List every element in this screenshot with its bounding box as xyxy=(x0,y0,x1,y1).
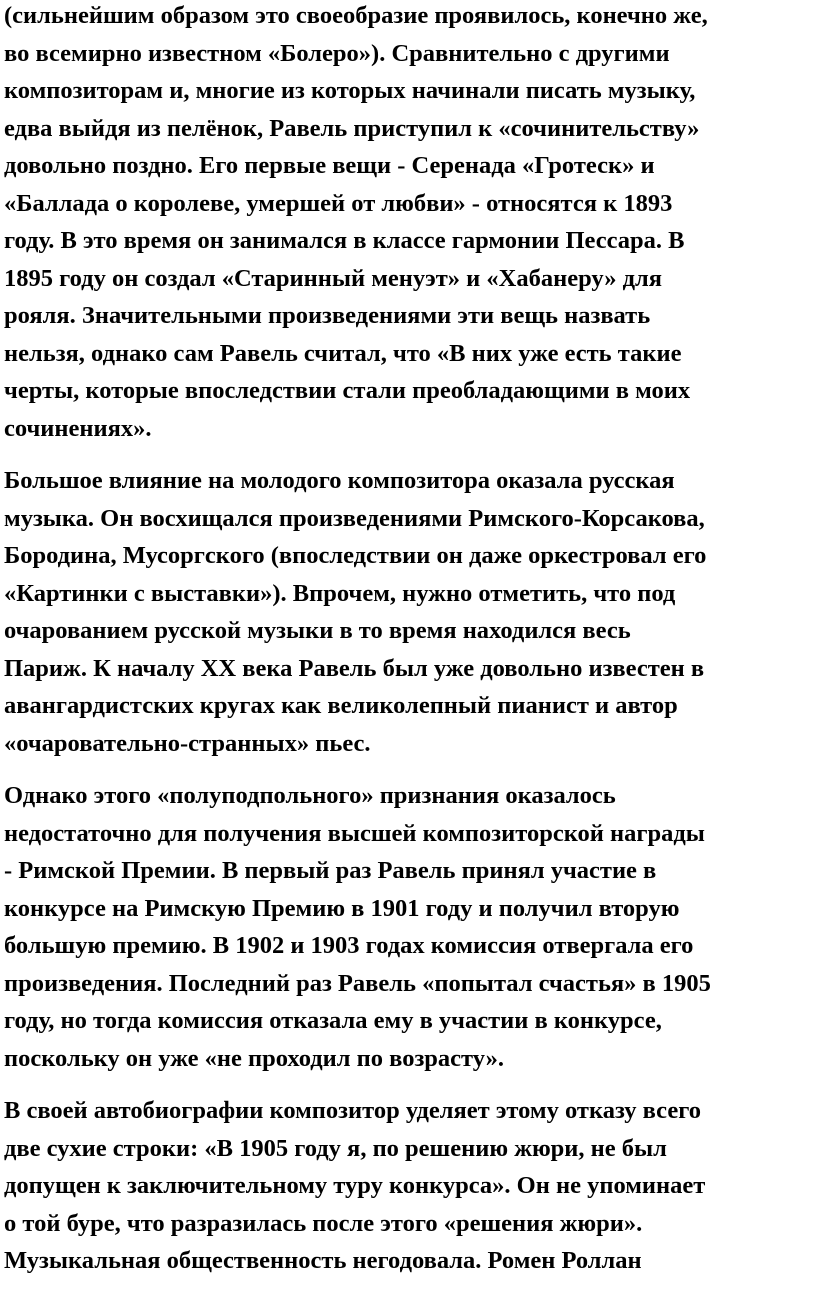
paragraph-2 xyxy=(4,462,810,762)
text-line: сочинениях». xyxy=(4,414,152,442)
text-line: году. В это время он занимался в классе гармонии Пессара. В xyxy=(4,227,685,254)
text-line: 1895 году он создал «Старинный менуэт» и «Хабанеру» для xyxy=(4,264,663,292)
text-line: довольно поздно. Его первые вещи - Серенада «Гротеск» и xyxy=(4,152,655,179)
text-line: произведения. Последний раз Равель «попытал счастья» в 1905 xyxy=(4,969,711,997)
text-line: «Картинки с выставки»). Впрочем, нужно отметить, что под xyxy=(4,579,676,607)
paragraph-1 xyxy=(4,0,810,447)
text-line: черты, которые впоследствии стали преобладающими в моих xyxy=(4,377,691,404)
text-line: авангардистских кругах как великолепный пианист и автор xyxy=(4,692,678,719)
text-line: о той буре, что разразилась после этого «решения жюри». xyxy=(4,1209,643,1237)
text-line: едва выйдя из пелёнок, Равель приступил к «сочинительству» xyxy=(4,114,700,142)
paragraph-3 xyxy=(4,777,810,1077)
text-line: Париж. К началу XX века Равель был уже довольно известен в xyxy=(4,654,705,682)
text-line: допущен к заключительному туру конкурса». Он не упоминает xyxy=(4,1172,706,1199)
text-line: недостаточно для получения высшей композиторской награды xyxy=(4,819,705,847)
text-line: две сухие строки: «В 1905 году я, по решению жюри, не был xyxy=(4,1134,667,1162)
text-line: рояля. Значительными произведениями эти вещь назвать xyxy=(4,302,651,329)
text-line: нельзя, однако сам Равель считал, что «В них уже есть такие xyxy=(4,339,682,367)
text-line: очарованием русской музыки в то время находился весь xyxy=(4,617,631,644)
text-line: - Римской Премии. В первый раз Равель принял участие в xyxy=(4,857,657,884)
text-line: В своей автобиографии композитор уделяет этому отказу всего xyxy=(4,1097,701,1124)
text-line: году, но тогда комиссия отказала ему в участии в конкурсе, xyxy=(4,1007,662,1034)
text-line: Однако этого «полуподпольного» признания оказалось xyxy=(4,782,616,809)
text-line: Бородина, Мусоргского (впоследствии он даже оркестровал его xyxy=(4,542,707,569)
text-line: Большое влияние на молодого композитора оказала русская xyxy=(4,467,675,494)
text-line: (сильнейшим образом это своеобразие проявилось, конечно же, xyxy=(4,2,708,29)
text-line: поскольку он уже «не проходил по возрасту». xyxy=(4,1044,505,1072)
text-line: Музыкальная общественность негодовала. Ромен Роллан xyxy=(4,1247,642,1274)
paragraph-4 xyxy=(4,1092,810,1280)
text-line: «очаровательно-странных» пьес. xyxy=(4,729,371,757)
text-line: «Баллада о королеве, умершей от любви» - относятся к 1893 xyxy=(4,189,673,217)
text-line: во всемирно известном «Болеро»). Сравнительно с другими xyxy=(4,39,670,67)
text-line: конкурсе на Римскую Премию в 1901 году и получил вторую xyxy=(4,894,680,922)
text-line: композиторам и, многие из которых начинали писать музыку, xyxy=(4,77,696,104)
text-line: большую премию. В 1902 и 1903 годах комиссия отвергала его xyxy=(4,932,694,959)
text-line: музыка. Он восхищался произведениями Римского-Корсакова, xyxy=(4,504,705,532)
